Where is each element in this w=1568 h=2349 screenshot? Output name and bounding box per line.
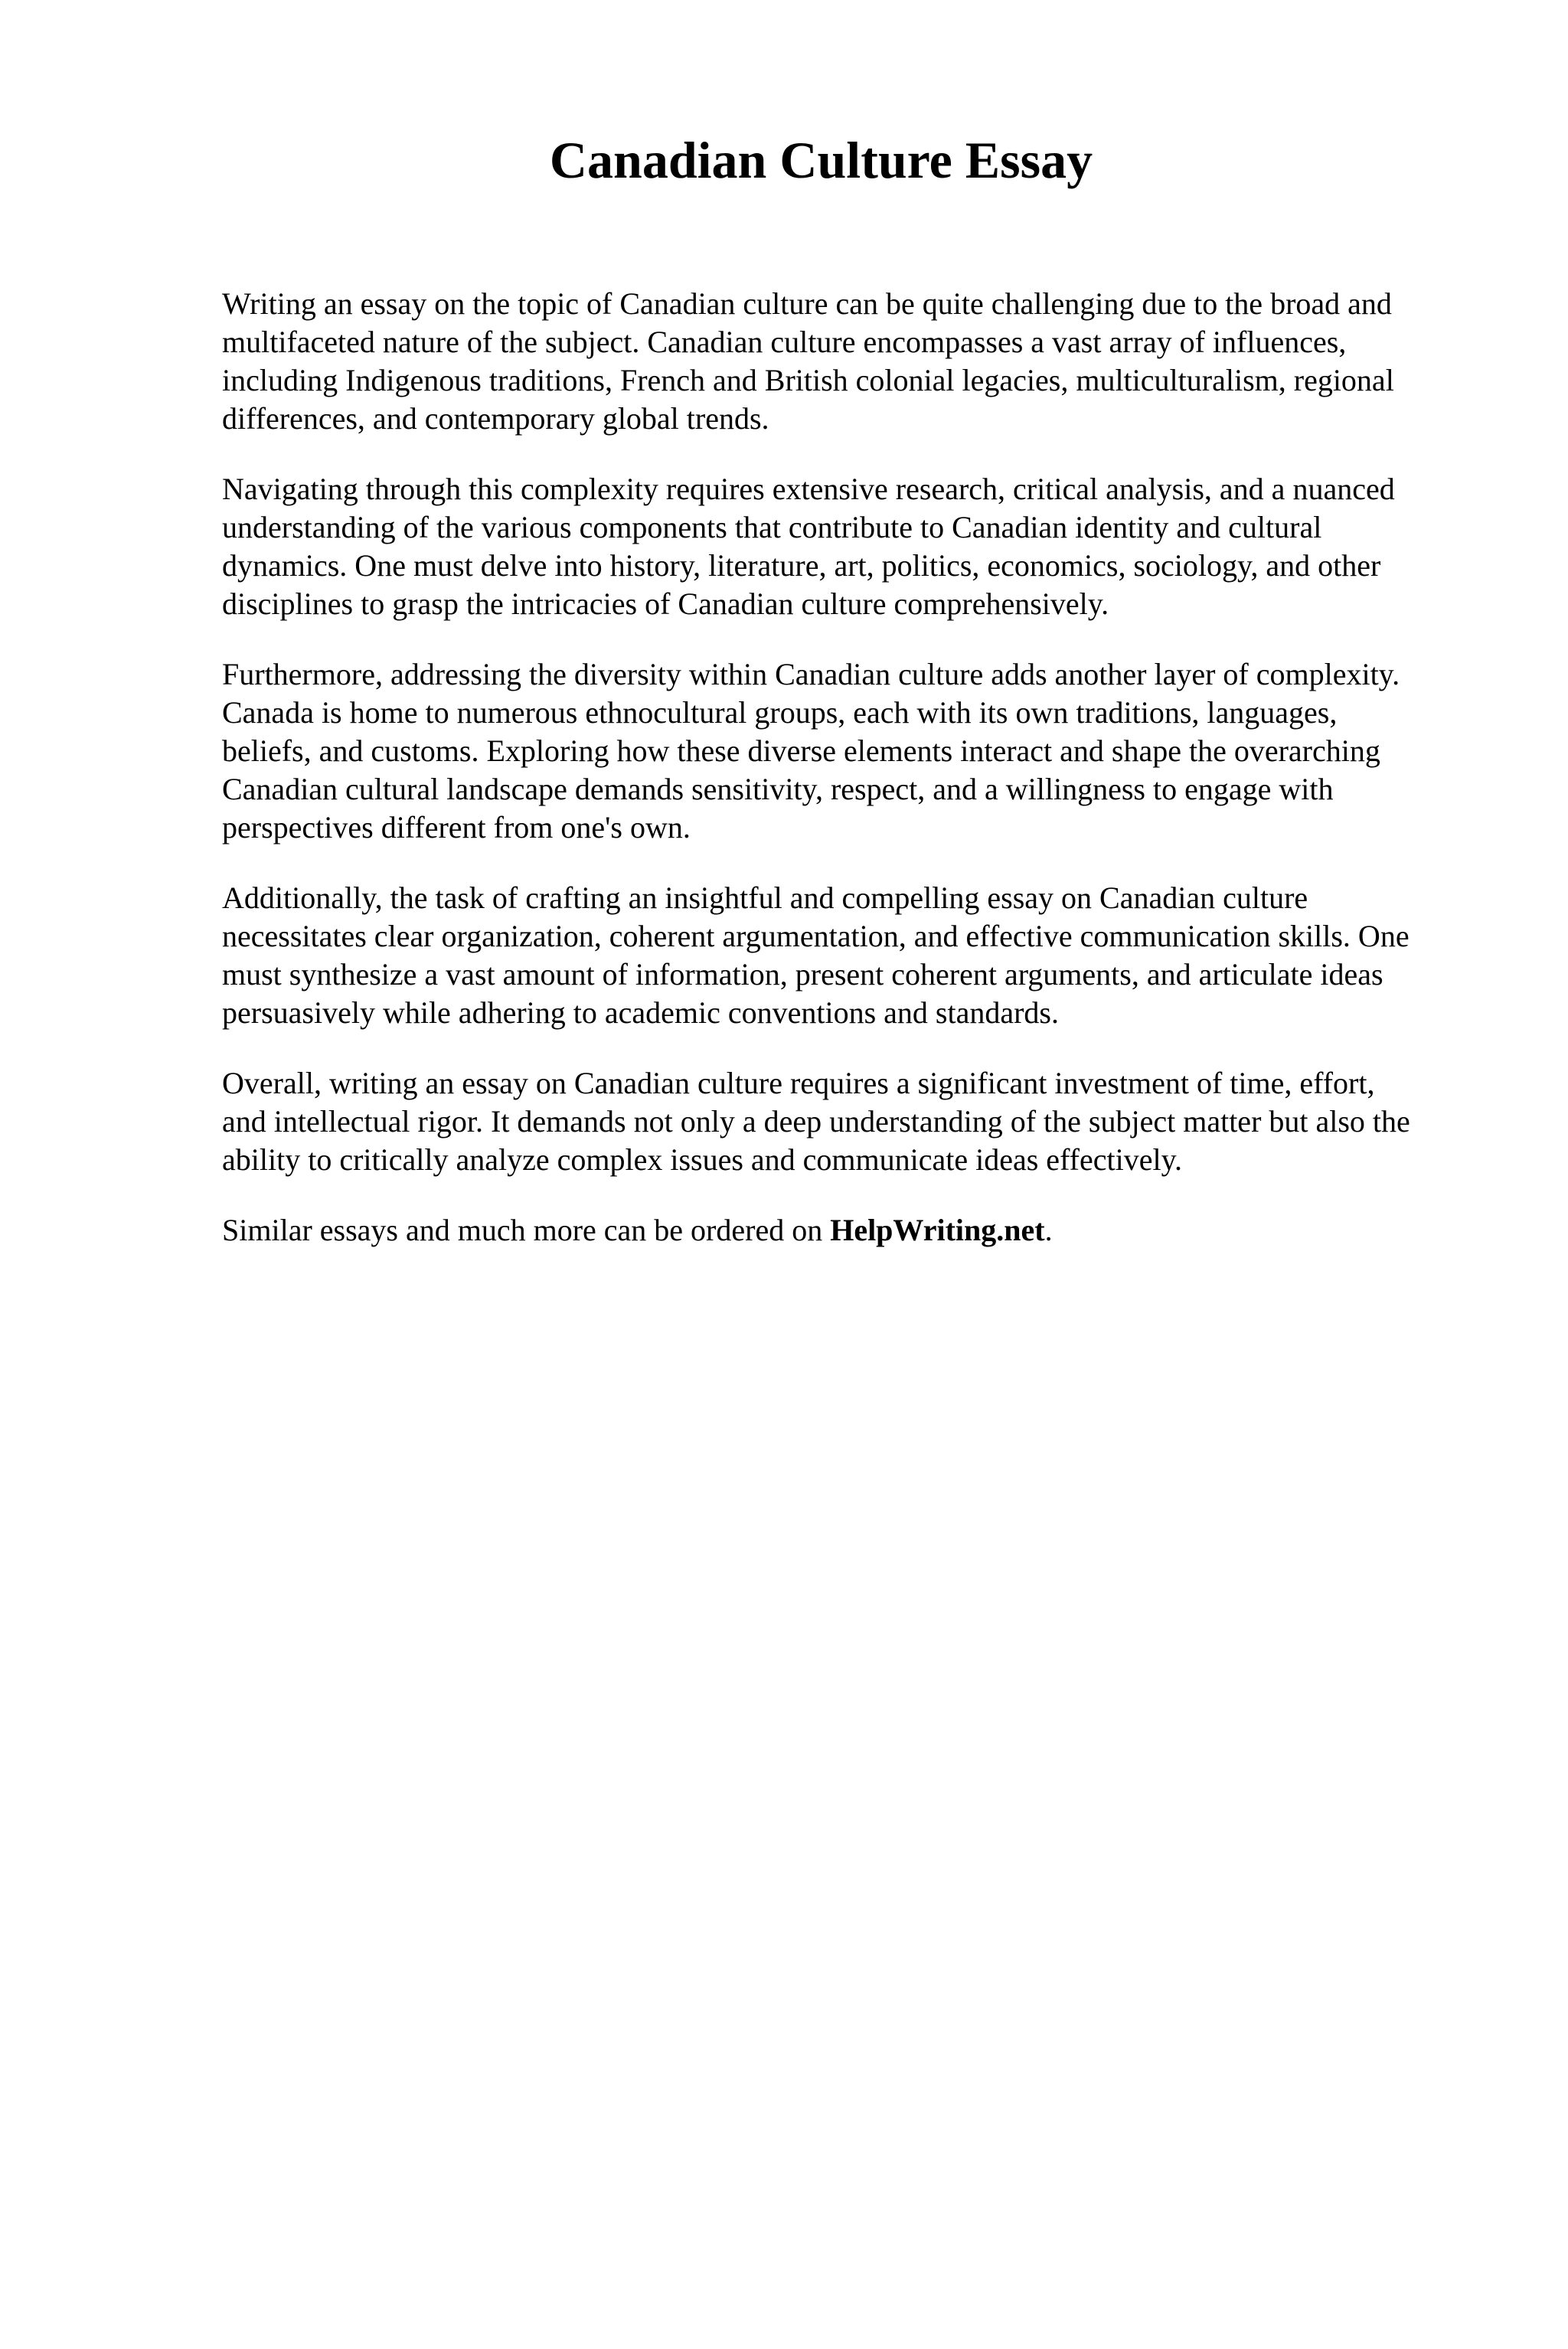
- essay-paragraph-5: Overall, writing an essay on Canadian culture requires a significant investment of time, effort, and intellectual rigor. It demands not only a deep understanding of the subject matter but also the ability to critically analyze complex issues and communicate ideas effectively.: [222, 1066, 1410, 1177]
- footer-note: [222, 1211, 1420, 1250]
- essay-paragraph-4: Additionally, the task of crafting an insightful and compelling essay on Canadian culture necessitates clear organization, coherent argumentation, and effective communication skills. One must synthesize a vast amount of information, present coherent arguments, and articulate ideas persuasively while adhering to academic conventions and standards.: [222, 880, 1410, 1030]
- essay-body: [222, 285, 1420, 1250]
- document-page: [0, 130, 1568, 2349]
- essay-paragraph-3: Furthermore, addressing the diversity within Canadian culture adds another layer of complexity. Canada is home to numerous ethnocultural groups, each with its own traditions, languages, beliefs, and customs. Exploring how these diverse elements interact and shape the overarching Canadian cultural landscape demands sensitivity, respect, and a willingness to engage with perspectives different from one's own.: [222, 657, 1400, 845]
- footer-note-text: Similar essays and much more can be ordered on: [222, 1213, 831, 1247]
- essay-paragraph-2: Navigating through this complexity requires extensive research, critical analysis, and a nuanced understanding of the various components that contribute to Canadian identity and cultural dynamics. One must delve into history, literature, art, politics, economics, sociology, and other disciplines to grasp the intricacies of Canadian culture comprehensively.: [222, 472, 1395, 621]
- essay-paragraph-1: Writing an essay on the topic of Canadian culture can be quite challenging due to the broad and multifaceted nature of the subject. Canadian culture encompasses a vast array of influences, including Indigenous traditions, French and British colonial legacies, multiculturalism, regional differences, and contemporary global trends.: [222, 286, 1394, 436]
- page-title: Canadian Culture Essay: [549, 131, 1093, 189]
- site-name: HelpWriting.net: [830, 1213, 1045, 1247]
- footer-note-period: .: [1044, 1213, 1053, 1247]
